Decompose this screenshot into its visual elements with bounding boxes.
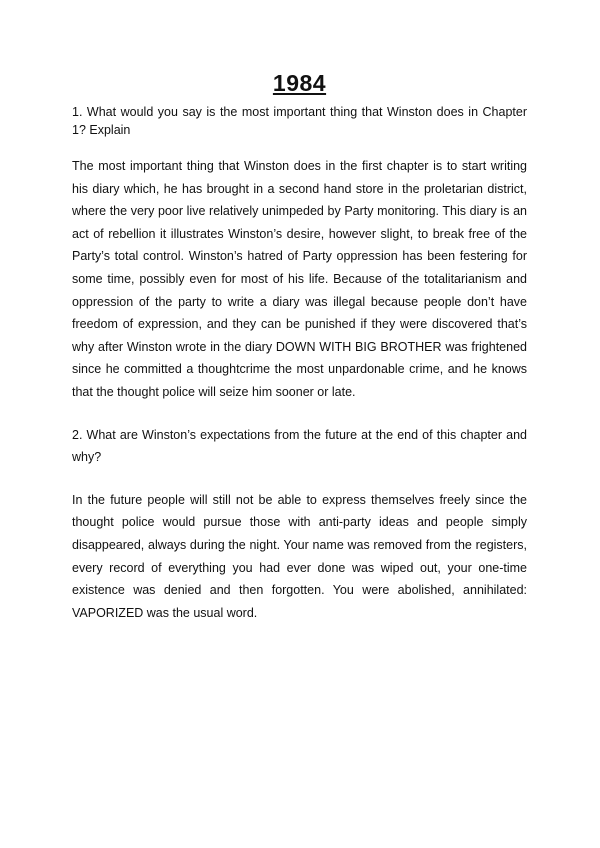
answer-2: In the future people will still not be able to express themselves freely since the thought police would pursue those with anti-party ideas and people simply disappeared, always during the night. Your name was removed from the registers, every record of everything you had ever done was wiped out, your one-time existence was denied and then forgotten. You were abolished, annihilated: VAPORIZED was the usual word. bbox=[72, 492, 527, 620]
document-page bbox=[72, 70, 527, 624]
question-1: 1. What would you say is the most important thing that Winston does in Chapter 1? Explain bbox=[72, 105, 527, 137]
question-2: 2. What are Winston’s expectations from the future at the end of this chapter and why? bbox=[72, 427, 527, 465]
page-title: 1984 bbox=[272, 70, 327, 96]
answer-1: The most important thing that Winston does in the first chapter is to start writing his diary which, he has brought in a second hand store in the proletarian district, where the very poor live relatively unimpeded by Party monitoring. This diary is an act of rebellion it illustrates Winston’s desire, however slight, to break free of the Party’s total control. Winston’s hatred of Party oppression has been festering for some time, possibly even for most of his life. Because of the totalitarianism and oppression of the party to write a diary was illegal because people don’t have freedom of expression, and they can be punished if they were discovered that’s why after Winston wrote in the diary DOWN WITH BIG BROTHER was frightened since he committed a thoughtcrime the most unpardonable crime, and he knows that the thought police will seize him sooner or late. bbox=[72, 159, 527, 399]
